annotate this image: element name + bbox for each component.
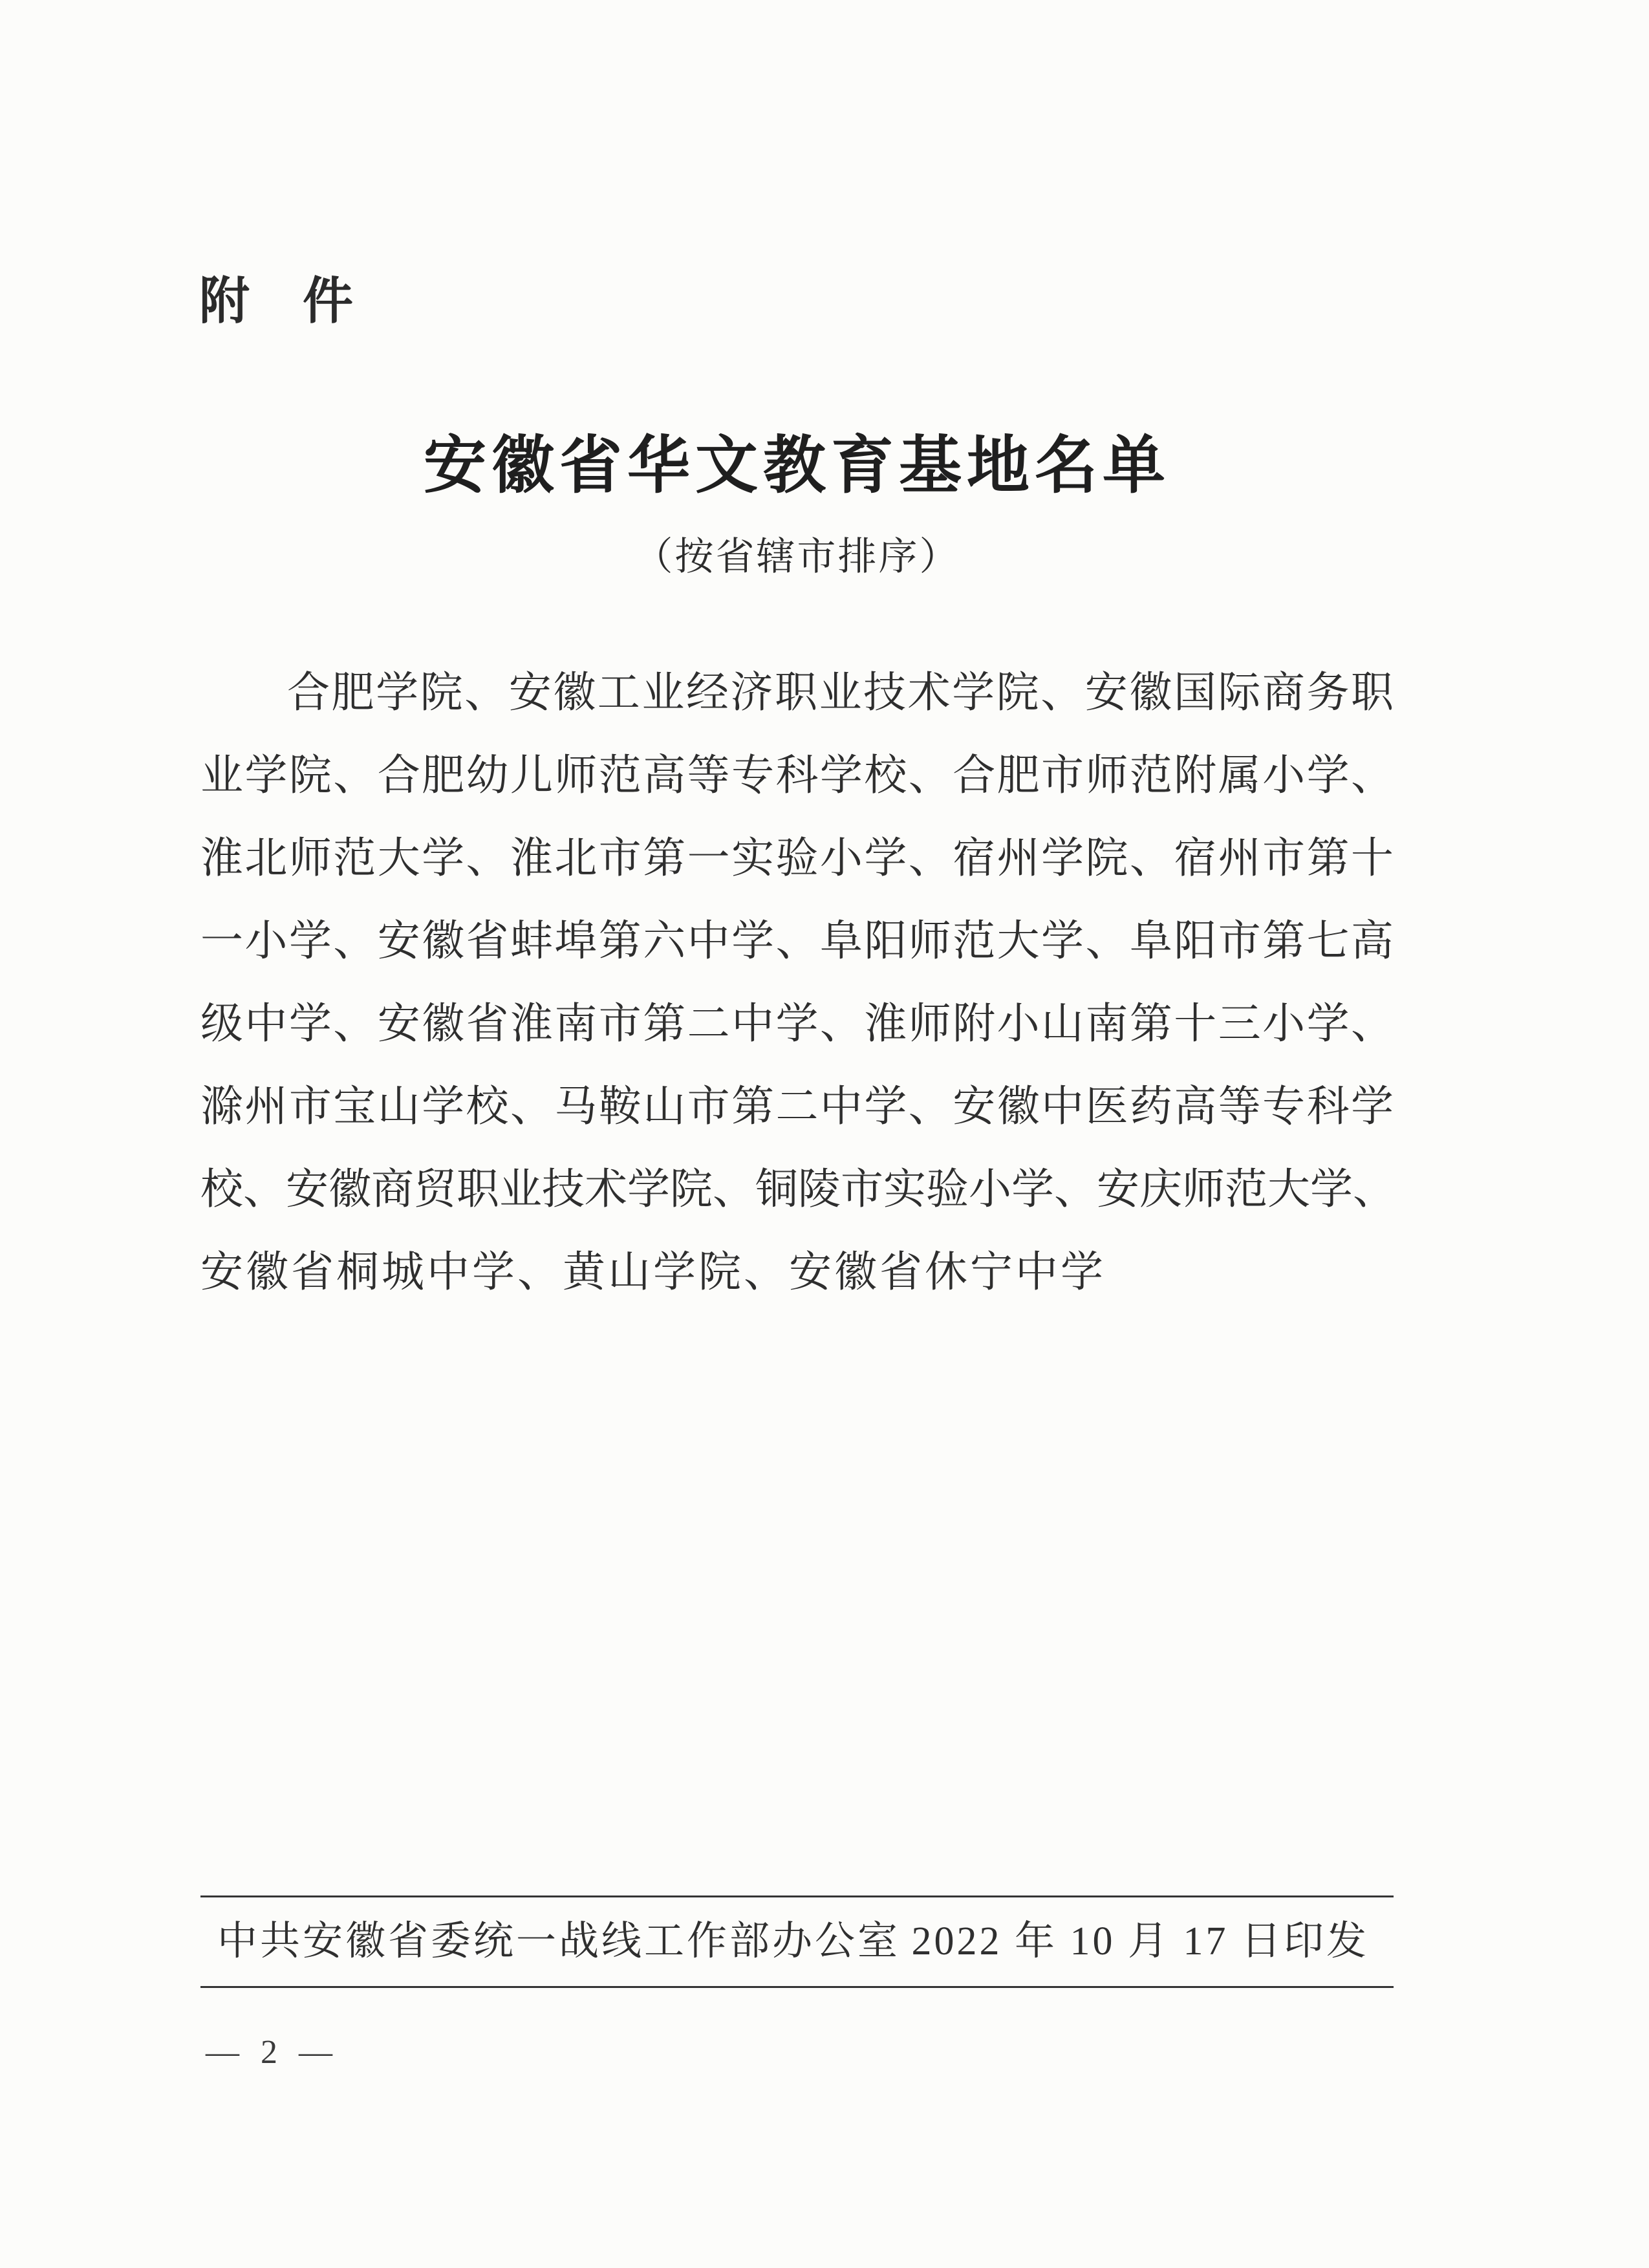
doc-subtitle: （按省辖市排序） xyxy=(634,535,960,578)
footer-top-rule xyxy=(200,1895,1394,1897)
footer-print-date: 2022 年 10 月 17 日印发 xyxy=(911,1919,1369,1963)
body-line: 一小学、安徽省蚌埠第六中学、阜阳师范大学、阜阳市第七高 xyxy=(200,918,1394,965)
body-line: 校、安徽商贸职业技术学院、铜陵市实验小学、安庆师范大学、 xyxy=(200,1166,1396,1213)
body-line: 合肥学院、安徽工业经济职业技术学院、安徽国际商务职 xyxy=(287,669,1394,717)
footer-issuer: 中共安徽省委统一战线工作部办公室 xyxy=(217,1919,901,1963)
doc-title: 安徽省华文教育基地名单 xyxy=(424,431,1170,501)
body-line: 淮北师范大学、淮北市第一实验小学、宿州学院、宿州市第十 xyxy=(200,835,1394,882)
attachment-label: 附 件 xyxy=(199,272,355,329)
page-number: — 2 — xyxy=(206,2034,339,2071)
body-line: 级中学、安徽省淮南市第二中学、淮师附小山南第十三小学、 xyxy=(200,1000,1394,1048)
doc-body xyxy=(200,652,1394,1314)
body-line: 业学院、合肥幼儿师范高等专科学校、合肥市师范附属小学、 xyxy=(200,752,1394,799)
doc-footer xyxy=(200,1909,1394,1974)
footer-bottom-rule xyxy=(200,1986,1394,1988)
body-line: 安徽省桐城中学、黄山学院、安徽省休宁中学 xyxy=(200,1249,1106,1296)
body-line: 滁州市宝山学校、马鞍山市第二中学、安徽中医药高等专科学 xyxy=(200,1083,1394,1130)
